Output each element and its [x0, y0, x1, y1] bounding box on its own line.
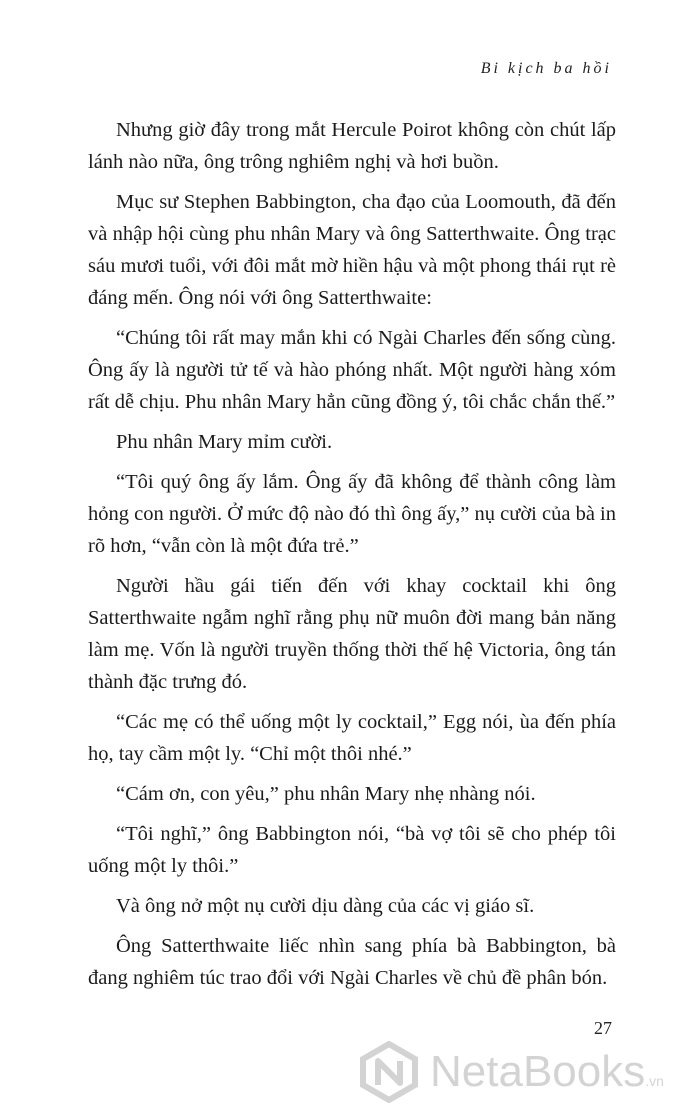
paragraph: Mục sư Stephen Babbington, cha đạo của Loomouth, đã đến và nhập hội cùng phu nhân Mary và ông Satterthwaite. Ông trạc sáu mươi tuổi, với đôi mắt mờ hiền hậu và một phong thái rụt rè đáng mến. Ông nói với ông Satterthwaite: [88, 191, 616, 309]
paragraph: “Tôi nghĩ,” ông Babbington nói, “bà vợ tôi sẽ cho phép tôi uống một ly thôi.” [88, 823, 616, 877]
netabooks-logo-icon [358, 1041, 420, 1103]
watermark [358, 1032, 700, 1112]
watermark-text: NetaBooks.vn [430, 1047, 664, 1096]
paragraph: “Cám ơn, con yêu,” phu nhân Mary nhẹ nhàng nói. [116, 783, 536, 805]
body-text [88, 114, 616, 1002]
paragraph: Nhưng giờ đây trong mắt Hercule Poirot không còn chút lấp lánh nào nữa, ông trông nghiêm nghị và hơi buồn. [88, 119, 616, 173]
paragraph: Người hầu gái tiến đến với khay cocktail khi ông Satterthwaite ngẫm nghĩ rằng phụ nữ muôn đời mang bản năng làm mẹ. Vốn là người truyền thống thời thế hệ Victoria, ông tán thành đặc trưng đó. [88, 575, 616, 693]
paragraph: Ông Satterthwaite liếc nhìn sang phía bà Babbington, bà đang nghiêm túc trao đổi với Ngài Charles về chủ đề phân bón. [88, 935, 616, 989]
paragraph: “Tôi quý ông ấy lắm. Ông ấy đã không để thành công làm hỏng con người. Ở mức độ nào đó thì ông ấy,” nụ cười của bà in rõ hơn, “vẫn còn là một đứa trẻ.” [88, 471, 616, 557]
paragraph: “Chúng tôi rất may mắn khi có Ngài Charles đến sống cùng. Ông ấy là người tử tế và hào phóng nhất. Một người hàng xóm rất dễ chịu. Phu nhân Mary hẳn cũng đồng ý, tôi chắc chắn thế.” [88, 327, 616, 413]
paragraph: “Các mẹ có thể uống một ly cocktail,” Egg nói, ùa đến phía họ, tay cầm một ly. “Chỉ một thôi nhé.” [88, 711, 616, 765]
running-head: Bi kịch ba hồi [480, 60, 612, 77]
paragraph: Phu nhân Mary mỉm cười. [116, 431, 333, 453]
page-number: 27 [594, 1018, 612, 1038]
paragraph: Và ông nở một nụ cười dịu dàng của các vị giáo sĩ. [116, 895, 535, 917]
